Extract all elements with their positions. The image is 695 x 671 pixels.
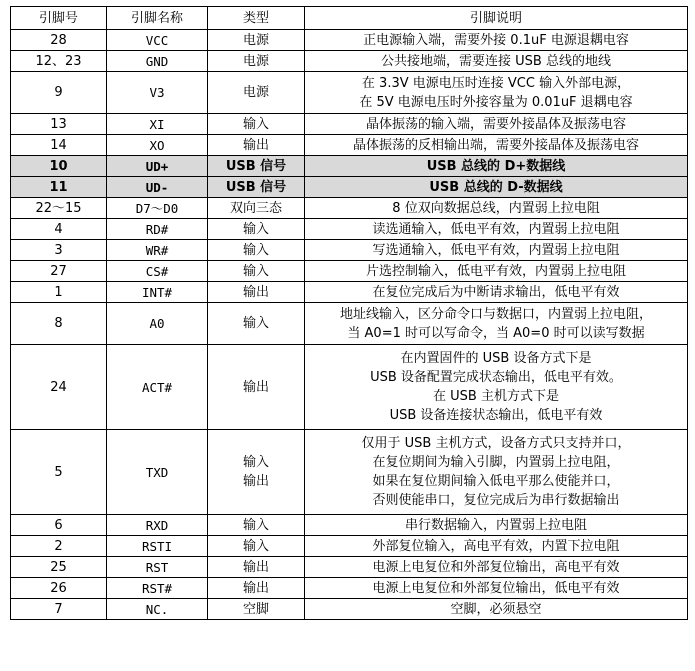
pin-name-cell: WR# <box>107 240 208 261</box>
table-row <box>11 515 688 536</box>
table-row <box>11 30 688 51</box>
pin-description-cell <box>305 303 688 345</box>
pin-description-table <box>10 6 688 620</box>
pin-description-line: 在 USB 主机方式下是 <box>433 389 559 404</box>
pin-description-cell <box>305 135 688 156</box>
pin-type-cell <box>208 51 305 72</box>
pin-name-cell: CS# <box>107 261 208 282</box>
table-row <box>11 51 688 72</box>
pin-name-cell: D7～D0 <box>107 198 208 219</box>
pin-type-cell <box>208 240 305 261</box>
pin-name-cell: XI <box>107 114 208 135</box>
table-row <box>11 599 688 620</box>
pin-description-line: 当 A0=1 时可以写命令，当 A0=0 时可以读写数据 <box>347 325 645 341</box>
pin-description-cell <box>305 177 688 198</box>
pin-type-line: 输入 <box>242 316 269 331</box>
pin-number-cell: 14 <box>11 135 107 156</box>
pin-type-line: 输入 <box>242 116 269 132</box>
pin-number-cell: 2 <box>11 536 107 557</box>
pin-description-cell <box>305 282 688 303</box>
pin-name-cell: RSTI <box>107 536 208 557</box>
pin-number-cell: 4 <box>11 219 107 240</box>
pin-description-line: USB 总线的 D+数据线 <box>426 158 566 174</box>
pin-number-cell: 25 <box>11 557 107 578</box>
pin-name-cell: RXD <box>107 515 208 536</box>
pin-type-cell <box>208 156 305 177</box>
pin-type-line: 电源 <box>242 53 269 69</box>
pin-description-cell <box>305 198 688 219</box>
pin-type-line: 输出 <box>242 379 269 395</box>
pin-description-cell <box>305 156 688 177</box>
pin-description-line: 晶体振荡的输入端，需要外接晶体及振荡电容 <box>365 116 626 132</box>
pin-name-cell: RST# <box>107 578 208 599</box>
pin-type-line: 输入 <box>242 538 269 554</box>
pin-type-line: 输出 <box>242 474 269 489</box>
pin-description-line: 晶体振荡的反相输出端，需要外接晶体及振荡电容 <box>352 137 639 153</box>
pin-description-line: 8 位双向数据总线，内置弱上拉电阻 <box>392 200 600 216</box>
pin-type-cell <box>208 219 305 240</box>
pin-description-line: USB 设备连接状态输出，低电平有效 <box>389 408 603 423</box>
pin-description-cell <box>305 114 688 135</box>
pin-type-cell <box>208 282 305 303</box>
table-row <box>11 135 688 156</box>
pin-description-cell <box>305 30 688 51</box>
pin-number-cell: 7 <box>11 599 107 620</box>
pin-description-cell <box>305 515 688 536</box>
pin-description-line: USB 总线的 D-数据线 <box>429 179 563 195</box>
pin-number-cell: 6 <box>11 515 107 536</box>
pin-number-cell: 24 <box>11 345 107 430</box>
table-row <box>11 177 688 198</box>
header-description: 引脚说明 <box>305 7 688 30</box>
pin-number-cell: 27 <box>11 261 107 282</box>
table-row <box>11 536 688 557</box>
pin-type-line: 输入 <box>242 242 269 258</box>
pin-name-cell: RST <box>107 557 208 578</box>
pin-description-line: 否则使能串口，复位完成后为串行数据输出 <box>372 493 620 508</box>
pin-description-line: 如果在复位期间输入低电平那么使能并口， <box>372 474 620 489</box>
pin-description-line: USB 设备配置完成状态输出，低电平有效。 <box>370 370 622 385</box>
pin-type-line: USB 信号 <box>225 158 287 174</box>
pin-number-cell: 1 <box>11 282 107 303</box>
pin-description-line: 在复位完成后为中断请求输出，低电平有效 <box>372 284 620 300</box>
pin-description-cell <box>305 240 688 261</box>
pin-type-cell <box>208 198 305 219</box>
pin-description-cell <box>305 578 688 599</box>
pin-type-line: 输出 <box>242 137 269 153</box>
pin-type-line: 电源 <box>242 85 269 100</box>
table-body <box>11 30 688 620</box>
pin-description-line: 在复位期间为输入引脚，内置弱上拉电阻， <box>372 455 620 470</box>
table-row <box>11 219 688 240</box>
pin-description-cell <box>305 219 688 240</box>
pin-description-line: 电源上电复位和外部复位输出，低电平有效 <box>372 580 620 596</box>
pin-name-cell: UD+ <box>107 156 208 177</box>
pin-type-cell <box>208 599 305 620</box>
pin-type-line: 输入 <box>242 221 269 237</box>
pin-number-cell: 5 <box>11 430 107 515</box>
pin-description-line: 在 5V 电源电压时外接容量为 0.01uF 退耦电容 <box>359 94 633 110</box>
pin-type-cell <box>208 430 305 515</box>
pin-type-cell <box>208 303 305 345</box>
pin-name-cell: TXD <box>107 430 208 515</box>
pin-type-cell <box>208 515 305 536</box>
pin-description-cell <box>305 536 688 557</box>
pin-description-line: 读选通输入，低电平有效，内置弱上拉电阻 <box>372 221 620 237</box>
table-row <box>11 72 688 114</box>
pin-type-cell <box>208 578 305 599</box>
pin-type-line: 输入 <box>242 455 269 470</box>
pin-name-cell: NC. <box>107 599 208 620</box>
pin-name-cell: GND <box>107 51 208 72</box>
pin-type-cell <box>208 30 305 51</box>
pin-name-cell: ACT# <box>107 345 208 430</box>
pin-type-line: USB 信号 <box>225 179 287 195</box>
pin-number-cell: 9 <box>11 72 107 114</box>
pin-name-cell: VCC <box>107 30 208 51</box>
pin-type-cell <box>208 536 305 557</box>
pin-type-cell <box>208 135 305 156</box>
pin-description-cell <box>305 430 688 515</box>
table-row <box>11 240 688 261</box>
table-row <box>11 198 688 219</box>
pin-name-cell: UD- <box>107 177 208 198</box>
pin-number-cell: 10 <box>11 156 107 177</box>
pin-description-cell <box>305 72 688 114</box>
pin-description-line: 在内置固件的 USB 设备方式下是 <box>400 351 592 366</box>
pin-description-line: 外部复位输入，高电平有效，内置下拉电阻 <box>372 538 620 554</box>
pin-description-cell <box>305 599 688 620</box>
pin-name-cell: RD# <box>107 219 208 240</box>
pin-description-cell <box>305 51 688 72</box>
pin-description-line: 写选通输入，低电平有效，内置弱上拉电阻 <box>372 242 620 258</box>
pin-type-line: 输入 <box>242 517 269 533</box>
pin-name-cell: A0 <box>107 303 208 345</box>
pin-description-cell <box>305 345 688 430</box>
pin-name-cell: INT# <box>107 282 208 303</box>
pin-description-line: 在 3.3V 电源电压时连接 VCC 输入外部电源， <box>361 75 631 91</box>
header-pin-number: 引脚号 <box>11 7 107 30</box>
table-row <box>11 156 688 177</box>
pin-type-line: 电源 <box>242 32 269 48</box>
table-row <box>11 261 688 282</box>
table-row <box>11 114 688 135</box>
pin-description-line: 片选控制输入，低电平有效，内置弱上拉电阻 <box>365 263 626 279</box>
pin-name-cell: V3 <box>107 72 208 114</box>
pin-type-cell <box>208 72 305 114</box>
pin-number-cell: 22～15 <box>11 198 107 219</box>
pin-description-line: 公共接地端，需要连接 USB 总线的地线 <box>381 53 611 69</box>
pin-number-cell: 26 <box>11 578 107 599</box>
table-row <box>11 345 688 430</box>
header-type: 类型 <box>208 7 305 30</box>
pin-type-line: 输出 <box>242 559 269 575</box>
pin-description-line: 电源上电复位和外部复位输出，高电平有效 <box>372 559 620 575</box>
pin-description-cell <box>305 557 688 578</box>
table-row <box>11 578 688 599</box>
table-header-row <box>11 7 688 30</box>
pin-type-cell <box>208 557 305 578</box>
pin-number-cell: 3 <box>11 240 107 261</box>
pin-description-line: 仅用于 USB 主机方式，设备方式只支持并口， <box>361 436 631 451</box>
pin-type-line: 输出 <box>242 284 269 300</box>
pin-type-line: 输入 <box>242 263 269 279</box>
pin-description-line: 正电源输入端，需要外接 0.1uF 电源退耦电容 <box>363 32 629 48</box>
pin-table-container <box>10 6 688 620</box>
pin-number-cell: 12、23 <box>11 51 107 72</box>
pin-type-cell <box>208 114 305 135</box>
pin-number-cell: 13 <box>11 114 107 135</box>
pin-type-line: 输出 <box>242 580 269 596</box>
header-pin-name: 引脚名称 <box>107 7 208 30</box>
table-row <box>11 282 688 303</box>
pin-type-cell <box>208 345 305 430</box>
pin-description-line: 空脚，必须悬空 <box>450 601 542 617</box>
pin-description-cell <box>305 261 688 282</box>
pin-number-cell: 11 <box>11 177 107 198</box>
table-row <box>11 557 688 578</box>
pin-type-cell <box>208 261 305 282</box>
pin-type-cell <box>208 177 305 198</box>
pin-type-line: 空脚 <box>242 601 269 617</box>
pin-name-cell: XO <box>107 135 208 156</box>
pin-type-line: 双向三态 <box>229 200 282 216</box>
pin-number-cell: 28 <box>11 30 107 51</box>
pin-description-line: 串行数据输入，内置弱上拉电阻 <box>404 517 587 533</box>
table-row <box>11 430 688 515</box>
pin-number-cell: 8 <box>11 303 107 345</box>
pin-description-line: 地址线输入，区分命令口与数据口，内置弱上拉电阻， <box>339 306 652 322</box>
table-row <box>11 303 688 345</box>
